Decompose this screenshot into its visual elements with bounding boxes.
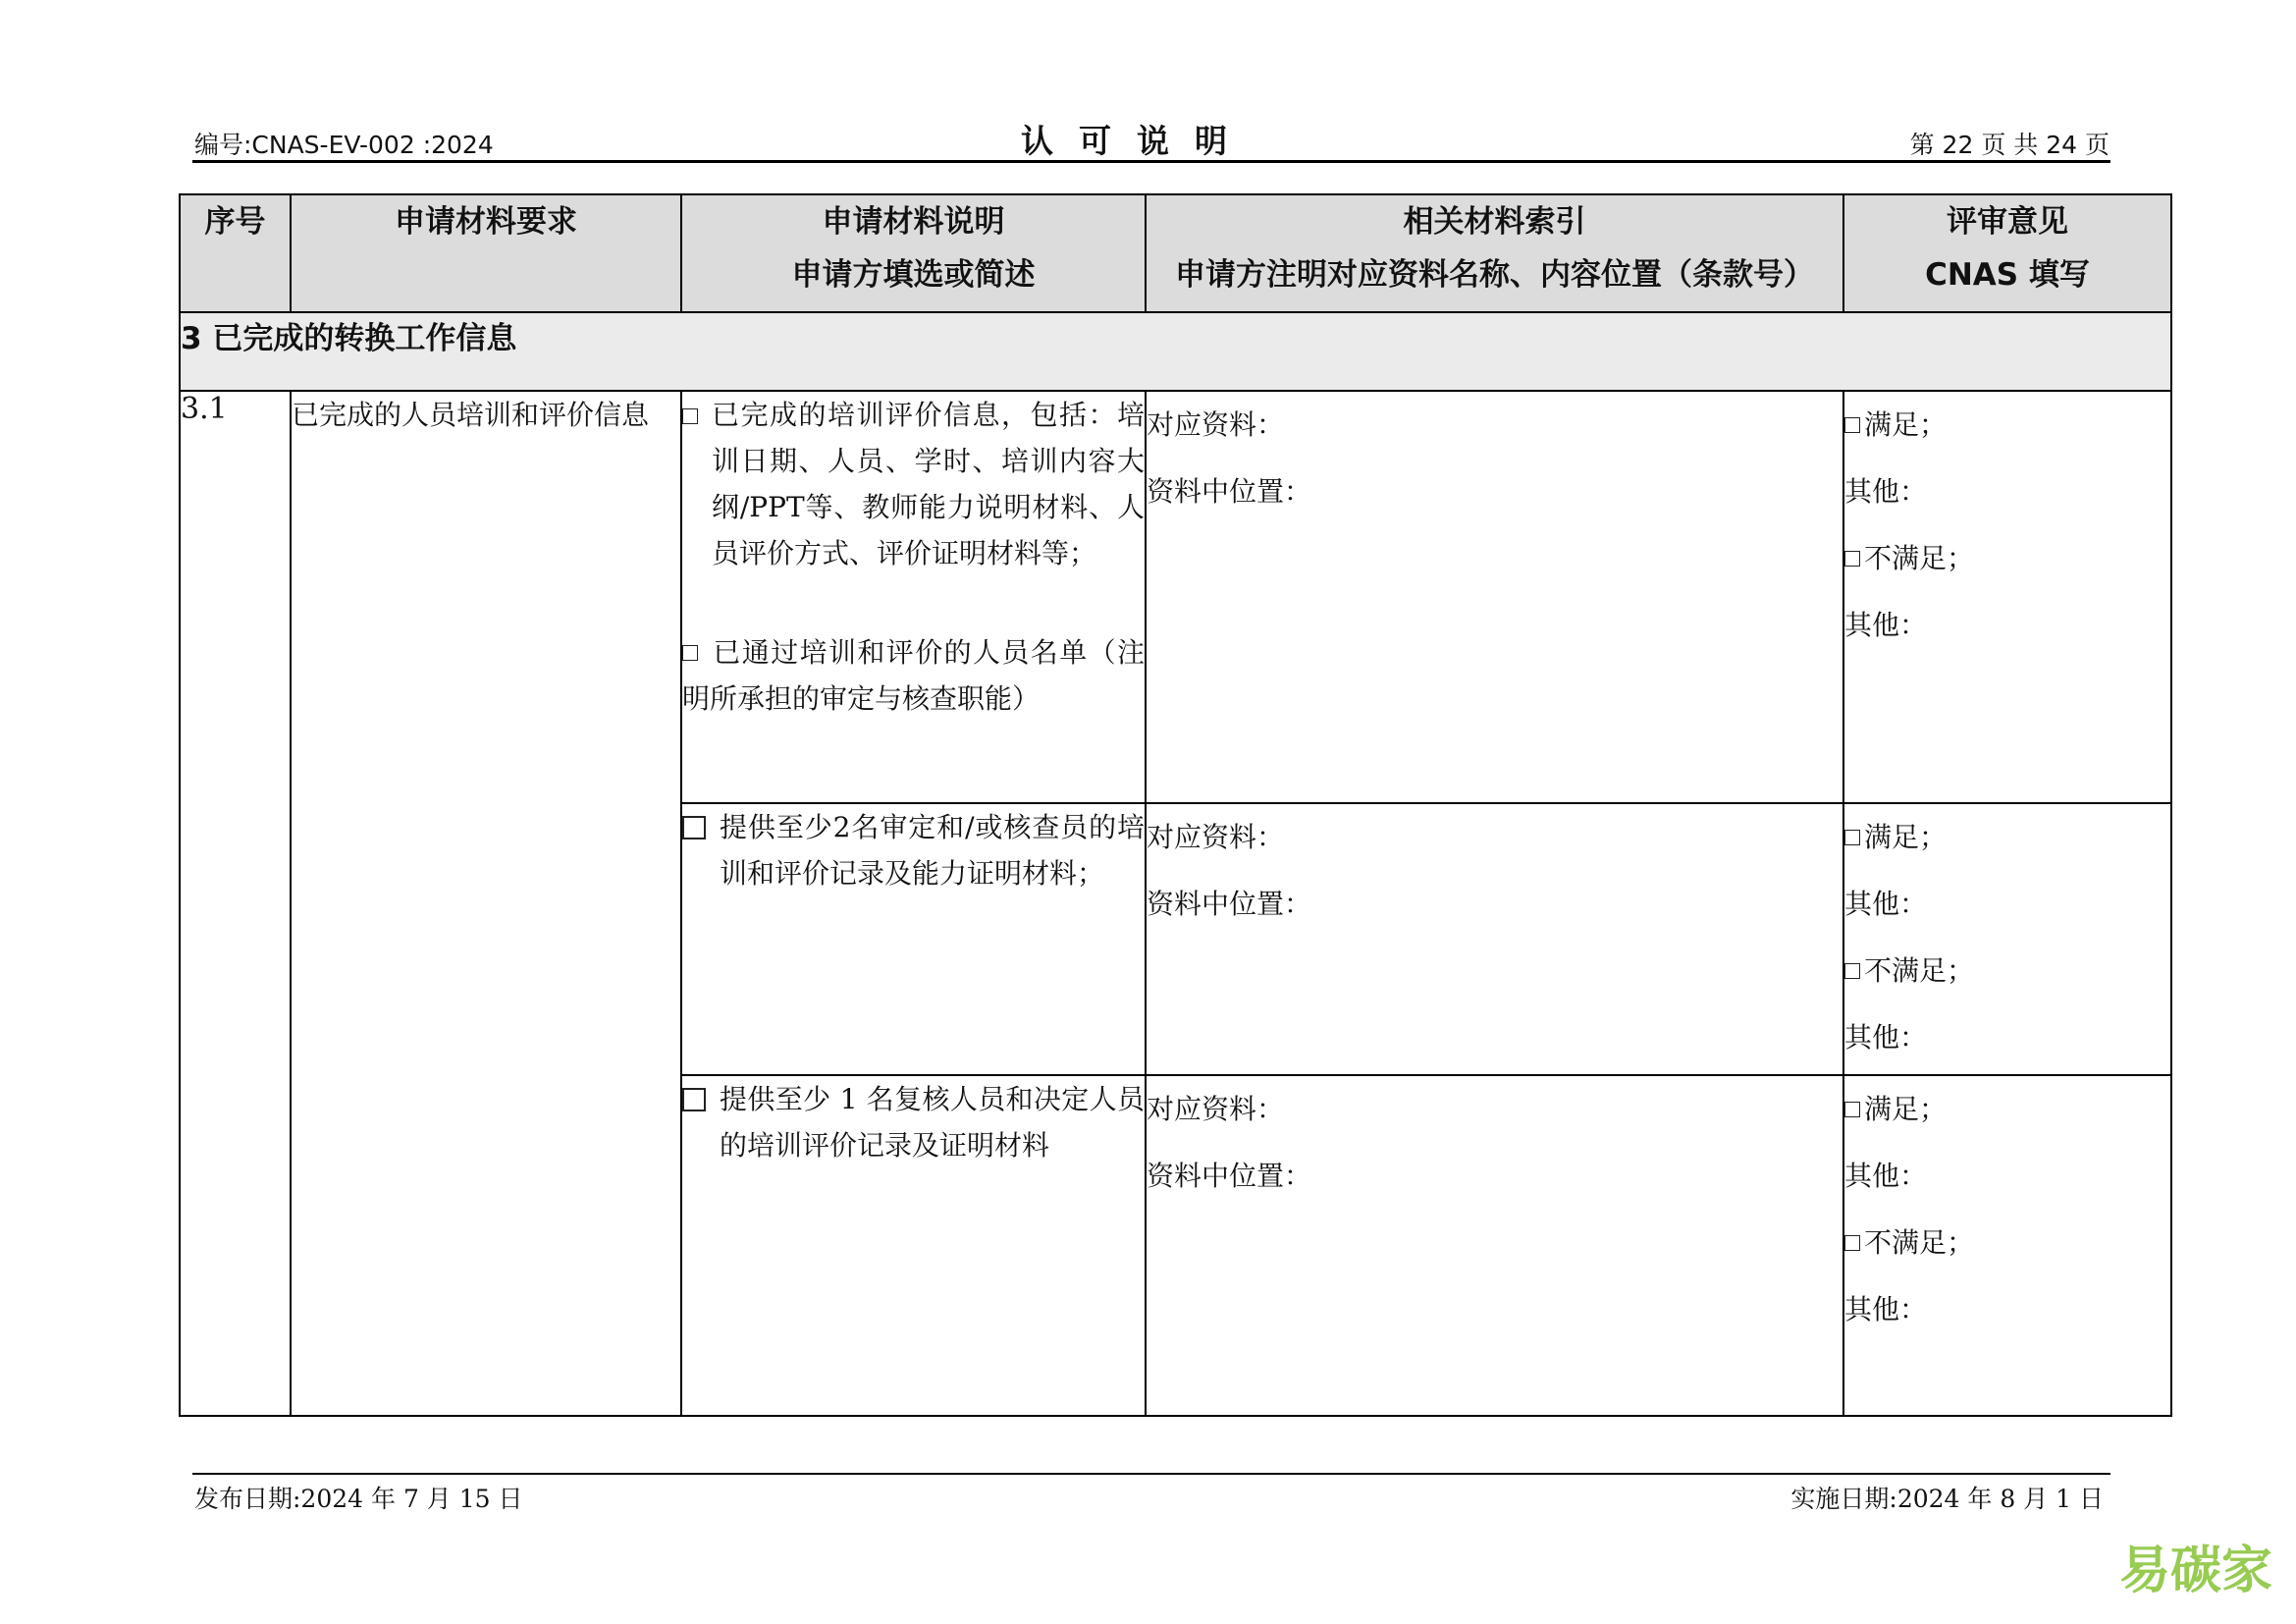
page-indicator xyxy=(1910,126,2109,161)
table-header-row xyxy=(180,194,2171,312)
section-title: 3 已完成的转换工作信息 xyxy=(180,312,2171,391)
desc-item-3-text: 提供至少 1 名复核人员和决定人员的培训评价记录及证明材料 xyxy=(720,1083,1145,1162)
footer-divider xyxy=(192,1473,2110,1475)
checkbox-icon[interactable] xyxy=(682,816,706,839)
checkbox-icon[interactable] xyxy=(1844,1102,1860,1117)
desc-item-1b-text: 已通过培训和评价的人员名单（注明所承担的审定与核查职能） xyxy=(682,636,1145,715)
page-mid: 页 共 xyxy=(1981,131,2039,159)
ref-cell-1[interactable] xyxy=(1146,391,1843,803)
opinion-unsatisfied[interactable] xyxy=(1844,525,2170,592)
opinion-unsatisfied[interactable] xyxy=(1844,1210,2170,1276)
checkbox-icon[interactable] xyxy=(1844,830,1860,845)
page-title: 认可说明 xyxy=(1021,122,1253,160)
desc-item-1a xyxy=(682,392,1145,576)
opinion-cell-3 xyxy=(1843,1075,2171,1416)
desc-cell-3 xyxy=(681,1075,1146,1416)
ref-label-material: 对应资料： xyxy=(1147,821,1285,853)
opinion-satisfied-label: 满足； xyxy=(1864,821,1948,853)
desc-item-2-text: 提供至少2名审定和/或核查员的培训和评价记录及能力证明材料； xyxy=(720,811,1145,890)
checkbox-icon[interactable] xyxy=(682,1088,706,1111)
desc-item-1a-text: 已完成的培训评价信息，包括：培训日期、人员、学时、培训内容大纲/PPT等、教师能力说明材料、人员评价方式、评价证明材料等； xyxy=(712,399,1145,569)
col-header-reference xyxy=(1146,194,1843,312)
publish-date: 发布日期:2024 年 7 月 15 日 xyxy=(194,1485,523,1513)
opinion-satisfied-label: 满足； xyxy=(1864,1093,1948,1125)
col-header-opinion xyxy=(1843,194,2171,312)
spacer xyxy=(682,576,1145,629)
opinion-cell-1 xyxy=(1843,391,2171,803)
desc-item-3 xyxy=(682,1076,1145,1168)
opinion-unsatisfied[interactable] xyxy=(1844,938,2170,1004)
opinion-other-2: 其他： xyxy=(1844,609,1928,641)
ref-cell-3[interactable] xyxy=(1146,1075,1843,1416)
desc-item-2 xyxy=(682,804,1145,896)
opinion-unsatisfied-label: 不满足； xyxy=(1864,542,1975,574)
opinion-satisfied[interactable] xyxy=(1844,1076,2170,1143)
page-current: 22 xyxy=(1942,131,1974,159)
checkbox-icon[interactable] xyxy=(1844,417,1860,433)
ref-label-position: 资料中位置： xyxy=(1147,888,1312,920)
ref-label-material: 对应资料： xyxy=(1147,408,1285,441)
opinion-unsatisfied-label: 不满足； xyxy=(1864,954,1975,987)
opinion-satisfied-label: 满足； xyxy=(1864,408,1948,441)
ref-label-position: 资料中位置： xyxy=(1147,475,1312,508)
opinion-satisfied[interactable] xyxy=(1844,392,2170,459)
col-header-reference-line1: 相关材料索引 xyxy=(1403,204,1586,240)
section-row xyxy=(180,312,2171,391)
opinion-other-1: 其他： xyxy=(1844,1160,1928,1192)
desc-cell-1 xyxy=(681,391,1146,803)
col-header-description-line1: 申请材料说明 xyxy=(822,204,1005,240)
watermark-logo: 易碳家 xyxy=(2118,1542,2272,1600)
desc-item-1b xyxy=(682,629,1145,722)
checkbox-icon[interactable] xyxy=(1844,1235,1860,1251)
opinion-other-2: 其他： xyxy=(1844,1021,1928,1054)
col-header-description xyxy=(681,194,1146,312)
header-divider xyxy=(192,160,2110,163)
opinion-other-1: 其他： xyxy=(1844,888,1928,920)
page-suffix: 页 xyxy=(2084,131,2109,159)
col-header-seq: 序号 xyxy=(180,194,291,312)
ref-label-material: 对应资料： xyxy=(1147,1093,1285,1125)
checkbox-icon[interactable] xyxy=(682,645,698,661)
desc-cell-2 xyxy=(681,803,1146,1075)
col-header-requirement: 申请材料要求 xyxy=(291,194,681,312)
checkbox-icon[interactable] xyxy=(1844,963,1860,979)
opinion-unsatisfied-label: 不满足； xyxy=(1864,1226,1975,1259)
document-number: 编号:CNAS-EV-002 :2024 xyxy=(194,131,494,159)
opinion-other-1: 其他： xyxy=(1844,475,1928,508)
col-header-reference-line2: 申请方注明对应资料名称、内容位置（条款号） xyxy=(1175,257,1814,293)
table-row xyxy=(180,391,2171,803)
page-prefix: 第 xyxy=(1909,131,1935,159)
checkbox-icon[interactable] xyxy=(682,408,698,424)
ref-cell-2[interactable] xyxy=(1146,803,1843,1075)
row-requirement: 已完成的人员培训和评价信息 xyxy=(291,391,681,1416)
col-header-opinion-line2: CNAS 填写 xyxy=(1925,257,2090,293)
row-seq: 3.1 xyxy=(180,391,291,1416)
effective-date: 实施日期:2024 年 8 月 1 日 xyxy=(1790,1485,2104,1513)
ref-label-position: 资料中位置： xyxy=(1147,1160,1312,1192)
opinion-cell-2 xyxy=(1843,803,2171,1075)
application-materials-table xyxy=(179,193,2172,1417)
col-header-description-line2: 申请方填选或简述 xyxy=(791,257,1036,293)
checkbox-icon[interactable] xyxy=(1844,551,1860,567)
col-header-opinion-line1: 评审意见 xyxy=(1947,204,2068,240)
page-total: 24 xyxy=(2046,131,2078,159)
opinion-satisfied[interactable] xyxy=(1844,804,2170,871)
opinion-other-2: 其他： xyxy=(1844,1293,1928,1326)
